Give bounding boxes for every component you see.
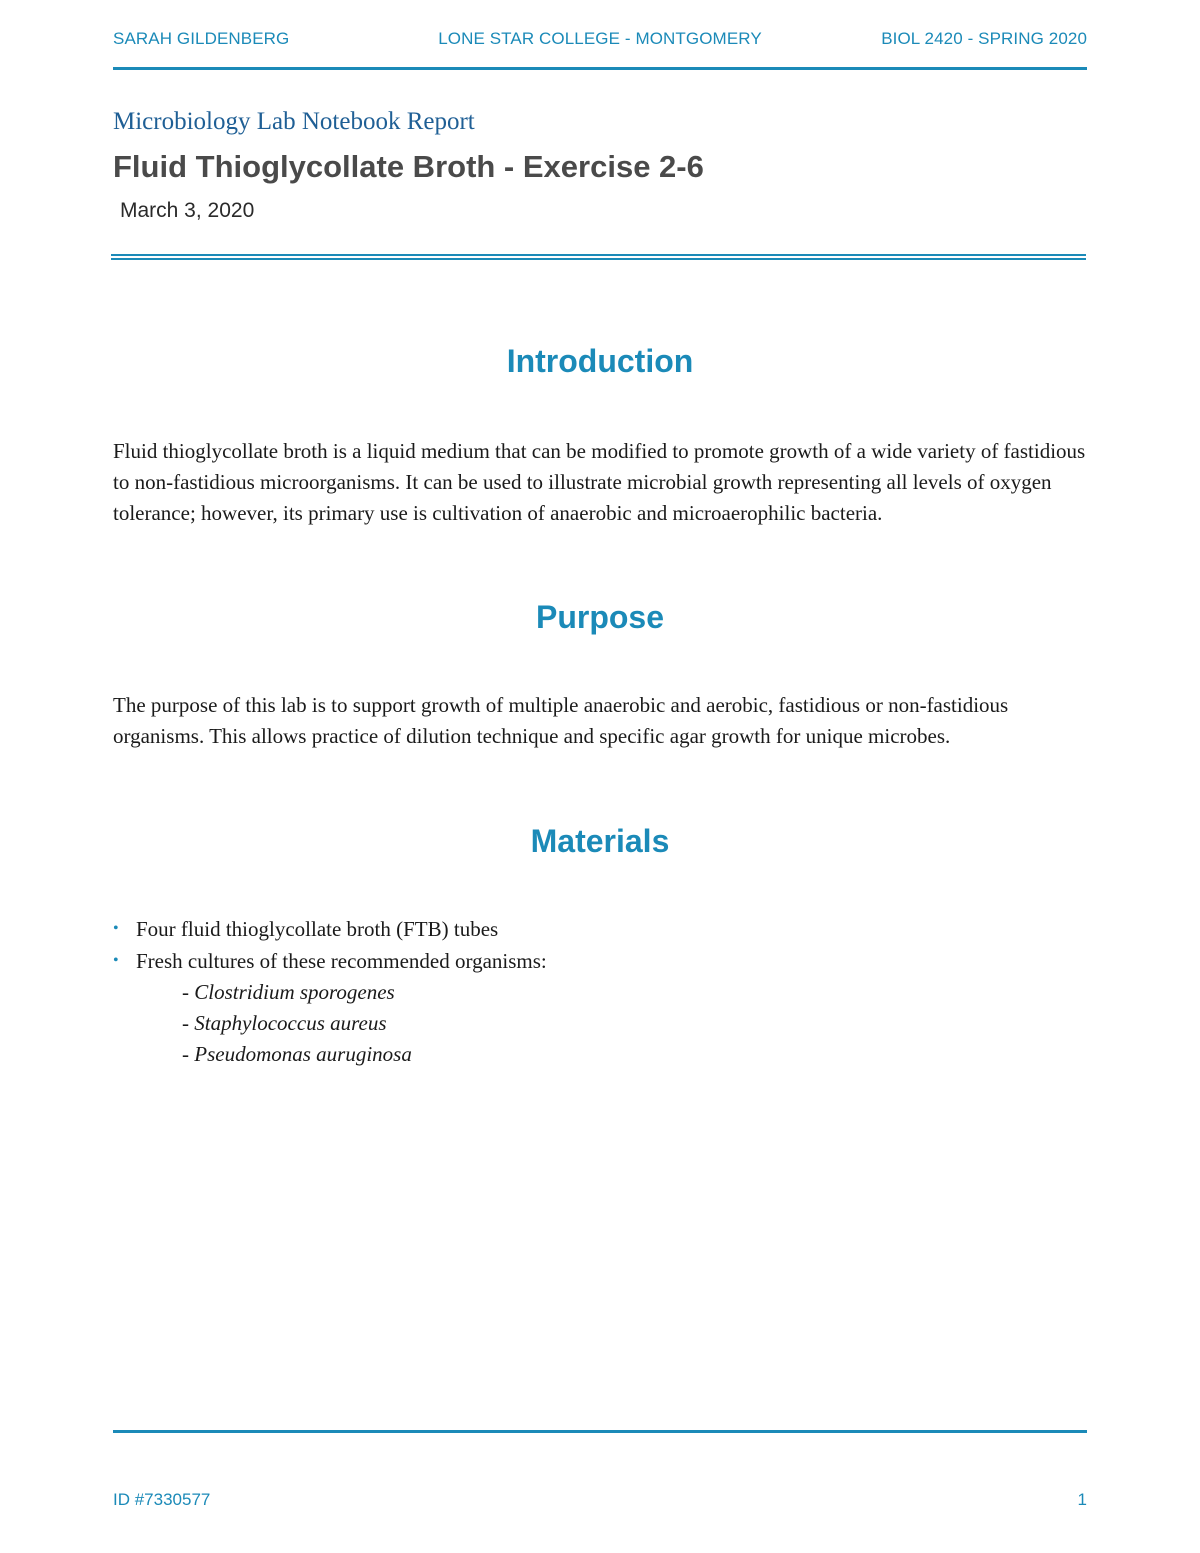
introduction-heading: Introduction — [506, 343, 694, 379]
document-date: March 3, 2020 — [120, 199, 255, 222]
list-item — [113, 945, 1093, 977]
material-item-label: Fresh cultures of these recommended organisms: — [136, 949, 547, 973]
document-title: Fluid Thioglycollate Broth - Exercise 2-6 — [113, 149, 704, 184]
dash-marker: - — [182, 1011, 195, 1035]
running-header — [113, 29, 1087, 51]
bullet-icon: • — [113, 920, 119, 937]
organism-name: Pseudomonas auruginosa — [194, 1042, 412, 1066]
materials-heading: Materials — [530, 823, 670, 859]
footer-id: ID #7330577 — [113, 1490, 211, 1509]
footer-divider — [113, 1430, 1087, 1433]
purpose-body: The purpose of this lab is to support growth of multiple anaerobic and aerobic, fastidious or non-fastidious organisms. This allows practice of dilution technique and specific agar growth for unique microbes. — [113, 693, 1009, 748]
list-item — [113, 913, 1093, 945]
header-institution: LONE STAR COLLEGE - MONTGOMERY — [438, 29, 762, 48]
purpose-heading: Purpose — [535, 599, 665, 635]
material-item-label: Four fluid thioglycollate broth (FTB) tubes — [136, 917, 499, 941]
organism-list — [182, 977, 412, 1070]
header-author: SARAH GILDENBERG — [113, 29, 290, 48]
header-divider — [113, 67, 1087, 70]
page-number: 1 — [1077, 1490, 1087, 1509]
materials-list — [113, 913, 1093, 977]
bullet-icon: • — [113, 952, 119, 969]
document-subtitle: Microbiology Lab Notebook Report — [113, 108, 475, 135]
organism-name: Clostridium sporogenes — [194, 980, 395, 1004]
header-course: BIOL 2420 - SPRING 2020 — [881, 29, 1087, 48]
introduction-body: Fluid thioglycollate broth is a liquid medium that can be modified to promote growth of a wide variety of fastidious to non-fastidious microorganisms. It can be used to illustrate microbial growth representing all levels of oxygen tolerance; however, its primary use is cultivation of anaerobic and microaerophilic bacteria. — [113, 439, 1086, 525]
list-item — [182, 1008, 412, 1039]
list-item — [182, 1039, 412, 1070]
list-item — [182, 977, 412, 1008]
title-divider — [111, 254, 1086, 260]
dash-marker: - — [182, 1042, 195, 1066]
organism-name: Staphylococcus aureus — [194, 1011, 387, 1035]
dash-marker: - — [182, 980, 195, 1004]
